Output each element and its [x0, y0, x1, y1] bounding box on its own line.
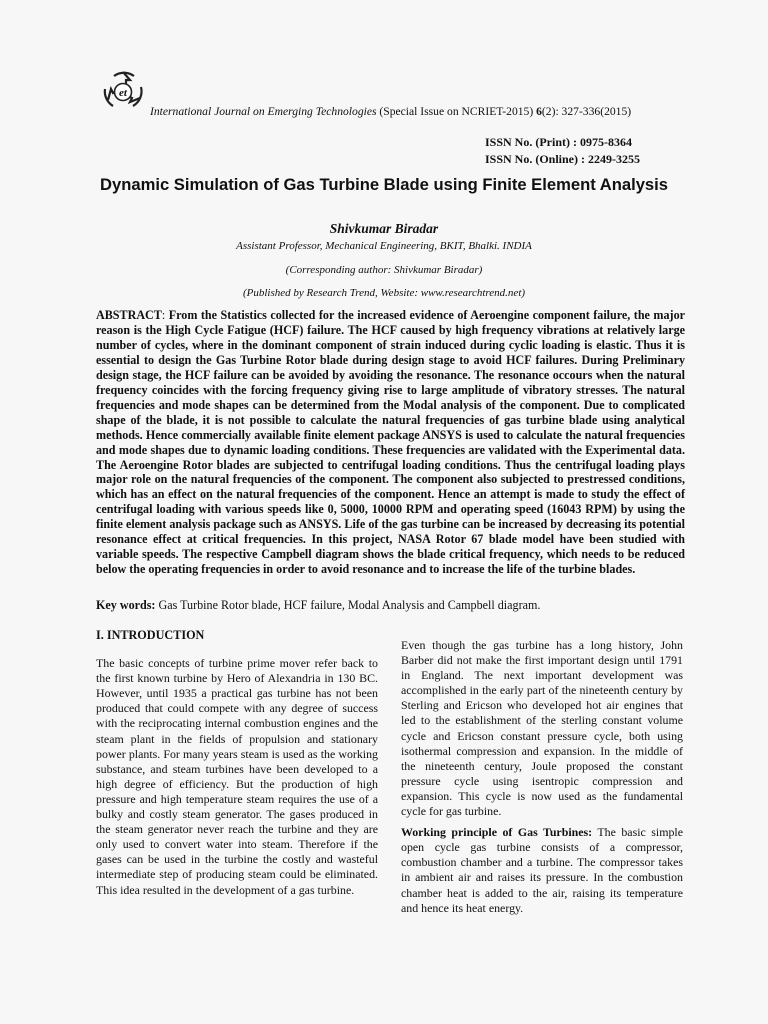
abstract: ABSTRACT: From the Statistics collected for the increased evidence of Aeroengine component failure, the major reason is the High Cycle Fatigue (HCF) failure. The HCF caused by high frequency vibrations at relatively large number of cycles, where in the dominant component of strain induced during cyclic loading is elastic. Thus it is essential to design the Gas Turbine Rotor blade during design stage to avoid HCF failures. During Preliminary design stage, the HCF failure can be avoided by avoiding the resonance. The resonance occours when the natural frequency coincides with the forcing frequency giving rise to large amplitude of vibratory stresses. The natural frequencies and mode shapes can be determined from the Modal analysis of the component. Due to complicated shape of the blade, it is not possible to calculate the natural frequencies of gas turbine blade using analytical methods. Hence commercially available finite element package ANSYS is used to calculate the natural frequencies and mode shapes due to dynamic loading conditions. These frequencies are validated with the Experimental data. The Aeroengine Rotor blades are subjected to centrifugal loading conditions. Thus the centrifugal loading plays major role on the natural frequencies of the component. The component also subjected to prestressed conditions, which has an effect on the natural frequencies of the component. Hence an attempt is made to study the effect of centrifugal loading with various speeds like 0, 5000, 10000 RPM and operating speed (16043 RPM) by using the finite element analysis package such as ANSYS. Life of the gas turbine can be increased by decreasing its potential resonance effect at critical frequencies. In this project, NASA Rotor 67 blade model have been studied with variable speeds. The respective Campbell diagram shows the blade critical frequency, which needs to be reduced below the operating frequencies in order to avoid resonance and to increase the life of the turbine blades. — [96, 308, 685, 577]
corresponding-author: (Corresponding author: Shivkumar Biradar) — [285, 264, 483, 276]
abstract-label: ABSTRACT — [96, 308, 162, 322]
working-principle-label: Working principle of Gas Turbines: — [401, 825, 593, 840]
intro-paragraph-1: The basic concepts of turbine prime mover refer back to the first known turbine by Hero of Alexandria in 130 BC. However, until 1935 a practical gas turbine has not been produced that could compete with any degree of success with the reciprocating internal combustion engines and the steam plant in the fields of propulsion and stationary power plants. For many years steam is used as the working substance, and steam turbines have been developed to a high degree of efficiency. But the production of high pressure and high temperature steam requires the use of a bulky and costly steam generator. The gases produced in the steam generator never reach the turbine and they are only used to convert water into steam. Therefore if the gases can be used in the turbine the costly and wasteful intermediate step of producing steam could be eliminated. This idea resulted in the development of a gas turbine. — [96, 656, 378, 897]
keywords-label: Key words: — [96, 598, 156, 612]
issn-print: ISSN No. (Print) : 0975-8364 — [484, 135, 632, 149]
publisher-line: (Published by Research Trend, Website: www.researchtrend.net) — [242, 287, 526, 299]
intro-paragraph-2: Even though the gas turbine has a long history, John Barber did not make the first important design until 1791 in England. The next important development was accomplished in the early part of the nineteenth century by Sterling and Ericson who developed hot air engines that led to the establishment of the sterling constant volume cycle and Ericson constant pressure cycle, both using isothermal compression and expansion. In the middle of the nineteenth century, Joule proposed the constant pressure cycle using isentropic compression and expansion. This cycle is now used as the fundamental cycle for gas turbine. — [401, 638, 683, 819]
working-principle-text: The basic simple open cycle gas turbine consists of a compressor, combustion chamber and a turbine. The compressor takes in ambient air and raises its pressure. In the combustion chamber heat is added to the air, raising its temperature and hence its heat energy. — [401, 825, 683, 915]
issn-block — [485, 134, 640, 168]
keywords — [96, 598, 685, 613]
journal-logo-icon — [100, 68, 146, 114]
left-column — [96, 628, 378, 898]
logo-text: et — [119, 87, 127, 99]
journal-name: International Journal on Emerging Technologies — [150, 105, 377, 118]
author-affiliation: Assistant Professor, Mechanical Engineering, BKIT, Bhalki. INDIA — [236, 240, 532, 252]
working-principle-paragraph — [401, 825, 683, 916]
section-heading: I. INTRODUCTION — [96, 628, 205, 642]
issn-online: ISSN No. (Online) : 2249-3255 — [484, 152, 640, 166]
keywords-text: Gas Turbine Rotor blade, HCF failure, Modal Analysis and Campbell diagram. — [158, 598, 541, 612]
abstract-text: From the Statistics collected for the increased evidence of Aeroengine component failure, the major reason is the High Cycle Fatigue (HCF) failure. The HCF caused by high frequency vibrations at relatively large number of cycles, where in the dominant component of strain induced during cyclic loading is elastic. Thus it is essential to design the Gas Turbine Rotor blade during design stage to avoid HCF failures. During Preliminary design stage, the HCF failure can be avoided by avoiding the resonance. The resonance occours when the natural frequency coincides with the forcing frequency giving rise to large amplitude of vibratory stresses. The natural frequencies and mode shapes can be determined from the Modal analysis of the component. Due to complicated shape of the blade, it is not possible to calculate the natural frequencies of gas turbine blade using analytical methods. Hence commercially available finite element package ANSYS is used to calculate the natural frequencies and mode shapes due to dynamic loading conditions. These frequencies are validated with the Experimental data. The Aeroengine Rotor blades are subjected to centrifugal loading conditions. Thus the centrifugal loading plays major role on the natural frequencies of the component. The component also subjected to prestressed conditions, which has an effect on the natural frequencies of the component. Hence an attempt is made to study the effect of centrifugal loading with various speeds like 0, 5000, 10000 RPM and operating speed (16043 RPM) by using the finite element analysis package such as ANSYS. Life of the gas turbine can be increased by decreasing its potential resonance effect at critical frequencies. In this project, NASA Rotor 67 blade model have been studied with variable speeds. The respective Campbell diagram shows the blade critical frequency, which needs to be reduced below the operating frequencies in order to avoid resonance and to increase the life of the turbine blades. — [96, 308, 685, 577]
journal-pages: (2): 327-336(2015) — [541, 105, 632, 118]
journal-issue: (Special Issue on NCRIET-2015) — [379, 105, 534, 118]
journal-header — [150, 105, 631, 118]
journal-volume: 6 — [536, 105, 542, 118]
right-column — [401, 638, 683, 916]
paper-title: Dynamic Simulation of Gas Turbine Blade using Finite Element Analysis — [100, 175, 668, 194]
author-name: Shivkumar Biradar — [329, 221, 439, 236]
